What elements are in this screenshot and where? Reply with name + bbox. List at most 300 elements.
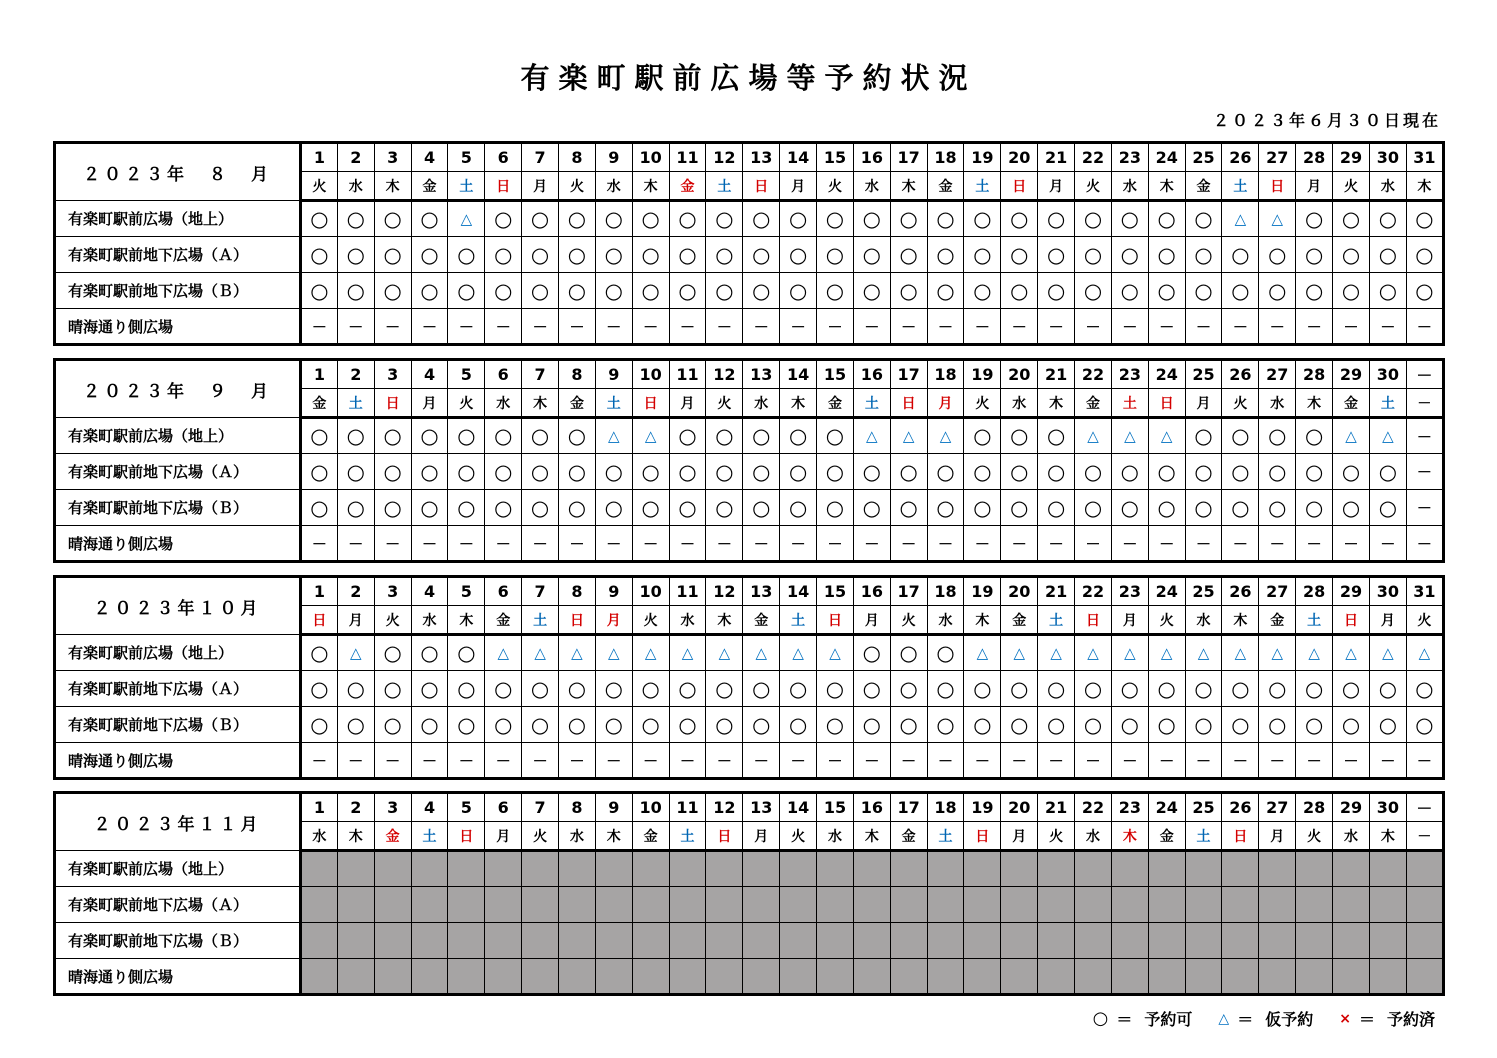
unavailable-cell [448,959,485,995]
status-cell: ○ [1148,454,1185,490]
facility-name: 有楽町駅前地下広場（Ｂ） [55,923,301,959]
status-cell: － [706,743,743,779]
status-cell: ○ [1038,671,1075,707]
day-number: 2 [337,577,374,606]
facility-row [55,671,1444,707]
unavailable-cell [485,851,522,887]
status-cell: △ [1222,201,1259,237]
weekday: 月 [1259,822,1296,851]
status-cell: － [890,309,927,345]
day-number: 11 [669,360,706,389]
unavailable-cell [890,959,927,995]
status-cell: ○ [1333,490,1370,526]
status-cell: ○ [1111,671,1148,707]
status-cell: ○ [1296,490,1333,526]
unavailable-cell [890,923,927,959]
weekday: 日 [890,389,927,418]
status-cell: － [485,743,522,779]
day-number: 21 [1038,793,1075,822]
status-cell: － [1148,526,1185,562]
facility-row [55,418,1444,454]
weekday: 火 [1406,606,1443,635]
day-number: 30 [1369,360,1406,389]
day-number: 4 [411,360,448,389]
day-number: 3 [374,577,411,606]
status-cell: ○ [411,490,448,526]
status-cell: ○ [927,671,964,707]
status-cell: △ [559,635,596,671]
weekday: 木 [595,822,632,851]
status-cell: ○ [1259,418,1296,454]
weekday: 火 [890,606,927,635]
status-cell: － [890,526,927,562]
status-cell: ○ [853,671,890,707]
unavailable-cell [301,887,338,923]
status-cell: ○ [632,273,669,309]
legend-tentative [1218,1007,1313,1030]
status-cell: ○ [927,237,964,273]
status-cell: ○ [1333,273,1370,309]
status-cell: ○ [1296,237,1333,273]
status-cell: ○ [374,454,411,490]
legend-circle-symbol: ○ [1092,1008,1109,1029]
day-number: 23 [1111,143,1148,172]
day-number: 11 [669,577,706,606]
status-cell: ○ [1222,273,1259,309]
weekday: 水 [559,822,596,851]
unavailable-cell [1185,851,1222,887]
unavailable-cell [1148,887,1185,923]
status-cell: △ [1296,635,1333,671]
day-number: 29 [1333,360,1370,389]
weekday: 金 [1001,606,1038,635]
status-cell: ○ [817,201,854,237]
status-cell: － [1038,526,1075,562]
status-cell: ○ [522,671,559,707]
status-cell: ○ [374,418,411,454]
status-cell: ○ [374,273,411,309]
weekday: 月 [1369,606,1406,635]
facility-name: 晴海通り側広場 [55,743,301,779]
status-cell: ○ [1185,201,1222,237]
weekday: 土 [522,606,559,635]
unavailable-cell [1369,851,1406,887]
unavailable-cell [780,959,817,995]
status-cell: － [780,309,817,345]
weekday: 水 [411,606,448,635]
status-cell: ○ [817,454,854,490]
weekday: 月 [595,606,632,635]
status-cell: △ [632,418,669,454]
status-cell: － [595,743,632,779]
status-cell: ○ [1296,418,1333,454]
status-cell: ○ [595,237,632,273]
weekday: 土 [927,822,964,851]
unavailable-cell [853,887,890,923]
weekday: 月 [1185,389,1222,418]
status-cell: － [411,743,448,779]
unavailable-cell [522,887,559,923]
status-cell: ○ [927,707,964,743]
status-cell: ○ [374,635,411,671]
legend [1067,1007,1435,1030]
status-cell: ○ [448,454,485,490]
weekday: 金 [743,606,780,635]
status-cell: ○ [374,201,411,237]
unavailable-cell [669,959,706,995]
day-number: 6 [485,577,522,606]
status-cell: ○ [1406,671,1443,707]
status-cell: ○ [485,237,522,273]
status-cell: ○ [522,237,559,273]
day-number: 23 [1111,360,1148,389]
status-cell: － [927,743,964,779]
status-cell: ○ [1038,237,1075,273]
unavailable-cell [374,851,411,887]
weekday: 月 [522,172,559,201]
weekday: 日 [448,822,485,851]
status-cell: ○ [1111,273,1148,309]
status-cell: ○ [1185,273,1222,309]
unavailable-cell [448,851,485,887]
legend-booked-label: 予約済 [1386,1010,1435,1029]
status-cell: － [1369,309,1406,345]
status-cell: ○ [669,201,706,237]
status-cell: ○ [485,671,522,707]
status-cell: ○ [1222,490,1259,526]
status-cell: ○ [1259,273,1296,309]
unavailable-cell [853,923,890,959]
facility-row [55,454,1444,490]
weekday: 土 [964,172,1001,201]
weekday: 日 [1222,822,1259,851]
day-number: 1 [301,360,338,389]
status-cell: ○ [1296,454,1333,490]
facility-row [55,851,1444,887]
weekday: 金 [485,606,522,635]
unavailable-cell [1111,923,1148,959]
unavailable-cell [853,851,890,887]
status-cell: ○ [1111,707,1148,743]
day-number: 17 [890,360,927,389]
status-cell: ○ [1369,454,1406,490]
weekday: 金 [1075,389,1112,418]
weekday: 木 [1111,822,1148,851]
status-cell: ○ [669,418,706,454]
weekday: － [1406,389,1443,418]
weekday: 土 [1185,822,1222,851]
status-cell: － [964,743,1001,779]
day-number: 1 [301,577,338,606]
weekday: 土 [411,822,448,851]
unavailable-cell [1148,923,1185,959]
status-cell: ○ [301,490,338,526]
weekday: 月 [1001,822,1038,851]
status-cell: △ [669,635,706,671]
unavailable-cell [485,887,522,923]
status-cell: ○ [1148,273,1185,309]
status-cell: ○ [743,418,780,454]
day-number: 15 [817,360,854,389]
status-cell: ○ [632,707,669,743]
unavailable-cell [1222,851,1259,887]
status-cell: ○ [817,707,854,743]
weekday: 土 [1369,389,1406,418]
day-number: 28 [1296,143,1333,172]
weekday: 木 [853,822,890,851]
status-cell: ○ [411,201,448,237]
weekday: 土 [1296,606,1333,635]
unavailable-cell [1222,923,1259,959]
status-cell: ○ [559,671,596,707]
day-number: 17 [890,793,927,822]
status-cell: ○ [559,237,596,273]
weekday: 木 [374,172,411,201]
unavailable-cell [927,851,964,887]
status-cell: △ [522,635,559,671]
weekday: 水 [1333,822,1370,851]
unavailable-cell [411,923,448,959]
weekday: 土 [669,822,706,851]
day-number: 27 [1259,143,1296,172]
unavailable-cell [1111,959,1148,995]
status-cell: ○ [1038,707,1075,743]
legend-cross-symbol: × [1339,1010,1351,1027]
unavailable-cell [1001,923,1038,959]
unavailable-cell [1333,959,1370,995]
unavailable-cell [632,851,669,887]
status-cell: － [1111,743,1148,779]
status-cell: ○ [706,490,743,526]
unavailable-cell [890,851,927,887]
day-number: 12 [706,577,743,606]
weekday: 木 [1222,606,1259,635]
weekday: 金 [632,822,669,851]
status-cell: － [780,526,817,562]
weekday: 土 [448,172,485,201]
legend-equals: ＝ [1358,1010,1377,1029]
status-cell: ○ [301,418,338,454]
status-cell: ○ [964,418,1001,454]
weekday: 水 [927,606,964,635]
status-cell: △ [780,635,817,671]
day-number: 13 [743,793,780,822]
status-cell: ○ [485,454,522,490]
status-cell: － [632,526,669,562]
weekday: 金 [669,172,706,201]
facility-name: 有楽町駅前地下広場（Ｂ） [55,273,301,309]
status-cell: ○ [485,707,522,743]
unavailable-cell [780,851,817,887]
month-label: ２０２３年 ８ 月 [55,143,301,201]
status-cell: ○ [890,454,927,490]
status-cell: ○ [706,454,743,490]
status-cell: － [1185,526,1222,562]
day-number: 12 [706,793,743,822]
unavailable-cell [706,851,743,887]
unavailable-cell [1406,923,1443,959]
unavailable-cell [632,959,669,995]
unavailable-cell [1333,923,1370,959]
unavailable-cell [1222,959,1259,995]
facility-name: 有楽町駅前広場（地上） [55,851,301,887]
weekday: 日 [706,822,743,851]
status-cell: ○ [595,671,632,707]
unavailable-cell [411,887,448,923]
unavailable-cell [817,887,854,923]
status-cell: － [1222,309,1259,345]
status-cell: ○ [337,273,374,309]
status-cell: － [706,526,743,562]
status-cell: － [1406,743,1443,779]
status-cell: ○ [1369,201,1406,237]
status-cell: ○ [1111,237,1148,273]
unavailable-cell [1406,959,1443,995]
status-cell: ○ [411,418,448,454]
unavailable-cell [817,923,854,959]
unavailable-cell [1075,923,1112,959]
status-cell: ○ [1406,273,1443,309]
day-number: 30 [1369,143,1406,172]
day-number: 4 [411,577,448,606]
status-cell: ○ [890,635,927,671]
day-number: 15 [817,793,854,822]
facility-name: 晴海通り側広場 [55,526,301,562]
weekday: 火 [1075,172,1112,201]
month-table [53,358,1445,563]
facility-row [55,707,1444,743]
status-cell: ○ [374,490,411,526]
status-cell: ○ [595,707,632,743]
status-cell: ○ [485,273,522,309]
status-cell: － [1259,309,1296,345]
status-cell: ○ [1222,707,1259,743]
unavailable-cell [817,851,854,887]
status-cell: ○ [890,273,927,309]
status-cell: － [485,526,522,562]
status-cell: ○ [780,490,817,526]
status-cell: ○ [559,201,596,237]
status-cell: － [669,309,706,345]
unavailable-cell [595,923,632,959]
status-cell: － [964,309,1001,345]
status-cell: － [817,743,854,779]
status-cell: ○ [1038,273,1075,309]
day-number: 6 [485,143,522,172]
status-cell: ○ [743,237,780,273]
status-cell: △ [1001,635,1038,671]
status-cell: ○ [853,454,890,490]
day-number: 9 [595,143,632,172]
status-cell: ○ [964,454,1001,490]
weekday: 火 [559,172,596,201]
weekday: 日 [559,606,596,635]
weekday: 水 [817,822,854,851]
unavailable-cell [669,923,706,959]
status-cell: － [1111,309,1148,345]
status-cell: － [1001,743,1038,779]
day-number: － [1406,793,1443,822]
status-cell: △ [853,418,890,454]
status-cell: － [448,743,485,779]
day-number: 2 [337,360,374,389]
status-cell: － [890,743,927,779]
status-cell: ○ [964,273,1001,309]
status-cell: ○ [301,635,338,671]
status-cell: ○ [743,201,780,237]
unavailable-cell [1406,887,1443,923]
status-cell: － [522,743,559,779]
unavailable-cell [559,851,596,887]
unavailable-cell [1259,923,1296,959]
status-cell: △ [1259,201,1296,237]
weekday: 水 [743,389,780,418]
status-cell: － [964,526,1001,562]
weekday: 水 [853,172,890,201]
status-cell: ○ [448,418,485,454]
status-cell: △ [485,635,522,671]
day-number: 1 [301,143,338,172]
day-number: 21 [1038,143,1075,172]
status-cell: ○ [1075,201,1112,237]
day-number: 9 [595,793,632,822]
status-cell: ○ [706,418,743,454]
status-cell: － [1185,743,1222,779]
status-cell: ○ [1038,490,1075,526]
status-cell: ○ [1038,418,1075,454]
status-cell: － [853,309,890,345]
status-cell: ○ [485,201,522,237]
status-cell: － [706,309,743,345]
status-cell: ○ [1369,671,1406,707]
day-number: 29 [1333,793,1370,822]
status-cell: ○ [374,671,411,707]
status-cell: ○ [411,273,448,309]
day-number: 13 [743,360,780,389]
weekday: 金 [927,172,964,201]
unavailable-cell [1296,959,1333,995]
month-label: ２０２３年 ９ 月 [55,360,301,418]
day-number: 2 [337,793,374,822]
status-cell: ○ [1222,418,1259,454]
weekday: 日 [374,389,411,418]
weekday: 火 [964,389,1001,418]
status-cell: △ [706,635,743,671]
facility-row [55,923,1444,959]
status-cell: ○ [411,635,448,671]
status-cell: ○ [448,237,485,273]
facility-name: 有楽町駅前地下広場（Ａ） [55,671,301,707]
status-cell: ○ [1148,201,1185,237]
unavailable-cell [411,851,448,887]
weekday: 水 [669,606,706,635]
status-cell: － [927,309,964,345]
status-cell: － [595,309,632,345]
status-cell: △ [1333,635,1370,671]
status-cell: － [1369,526,1406,562]
status-cell: ○ [1259,671,1296,707]
status-cell: ○ [669,237,706,273]
status-cell: ○ [853,635,890,671]
status-cell: － [927,526,964,562]
weekday: 月 [927,389,964,418]
unavailable-cell [1075,959,1112,995]
status-cell: － [632,309,669,345]
status-cell: ○ [1333,671,1370,707]
status-cell: ○ [817,490,854,526]
status-cell: － [1333,309,1370,345]
status-cell: ○ [1075,273,1112,309]
